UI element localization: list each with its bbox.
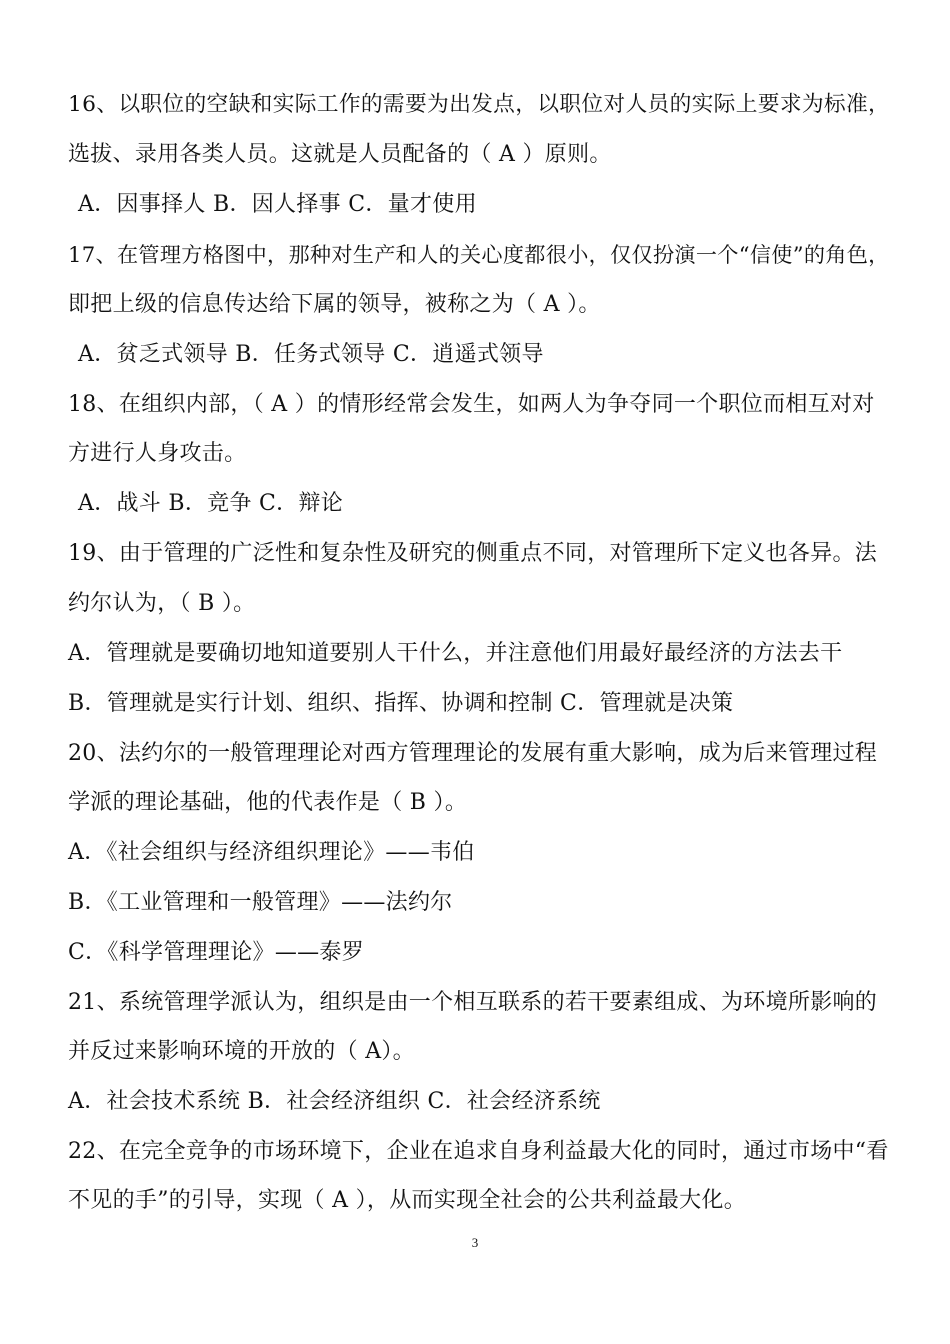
question-17-line-1: 17、在管理方格图中，那种对生产和人的关心度都很小，仅仅扮演一个“信使”的角色， (68, 242, 890, 267)
question-16-options: A．因事择人 B．因人择事 C．量才使用 (78, 192, 477, 217)
question-20-option-a: A．《社会组织与经济组织理论》——韦伯 (68, 840, 475, 865)
question-19-option-a: A．管理就是要确切地知道要别人干什么，并注意他们用最好最经济的方法去干 (68, 641, 843, 666)
question-21-line-1: 21、系统管理学派认为，组织是由一个相互联系的若干要素组成、为环境所影响的 (68, 990, 878, 1015)
question-21-options: A．社会技术系统 B．社会经济组织 C．社会经济系统 (68, 1089, 601, 1114)
page-number: 3 (471, 1235, 479, 1250)
question-20-line-2: 学派的理论基础，他的代表作是（ B ）。 (68, 790, 468, 815)
question-16-line-2: 选拔、录用各类人员。这就是人员配备的（ A ）原则。 (68, 142, 612, 167)
question-20-line-1: 20、法约尔的一般管理理论对西方管理理论的发展有重大影响，成为后来管理过程 (68, 741, 878, 766)
question-19-option-bc: B．管理就是实行计划、组织、指挥、协调和控制 C．管理就是决策 (68, 691, 734, 716)
question-18-options: A．战斗 B．竞争 C．辩论 (78, 491, 344, 516)
question-19-line-1: 19、由于管理的广泛性和复杂性及研究的侧重点不同，对管理所下定义也各异。法 (68, 541, 878, 566)
question-16-line-1: 16、以职位的空缺和实际工作的需要为出发点，以职位对人员的实际上要求为标准， (68, 92, 891, 117)
question-20-option-c: C．《科学管理理论》——泰罗 (68, 940, 365, 965)
question-20-option-b: B．《工业管理和一般管理》——法约尔 (68, 890, 453, 915)
question-18-line-2: 方进行人身攻击。 (68, 441, 247, 466)
question-17-options: A．贫乏式领导 B．任务式领导 C．逍遥式领导 (78, 342, 544, 367)
question-22-line-1: 22、在完全竞争的市场环境下，企业在追求自身利益最大化的同时，通过市场中“看 (68, 1139, 889, 1164)
question-18-line-1: 18、在组织内部，（ A ）的情形经常会发生，如两人为争夺同一个职位而相互对对 (68, 392, 875, 417)
question-19-line-2: 约尔认为，（ B ）。 (68, 591, 256, 616)
question-21-line-2: 并反过来影响环境的开放的（ A）。 (68, 1039, 415, 1064)
question-22-line-2: 不见的手”的引导，实现（ A ），从而实现全社会的公共利益最大化。 (68, 1188, 747, 1213)
question-17-line-2: 即把上级的信息传达给下属的领导，被称之为（ A ）。 (68, 292, 601, 317)
